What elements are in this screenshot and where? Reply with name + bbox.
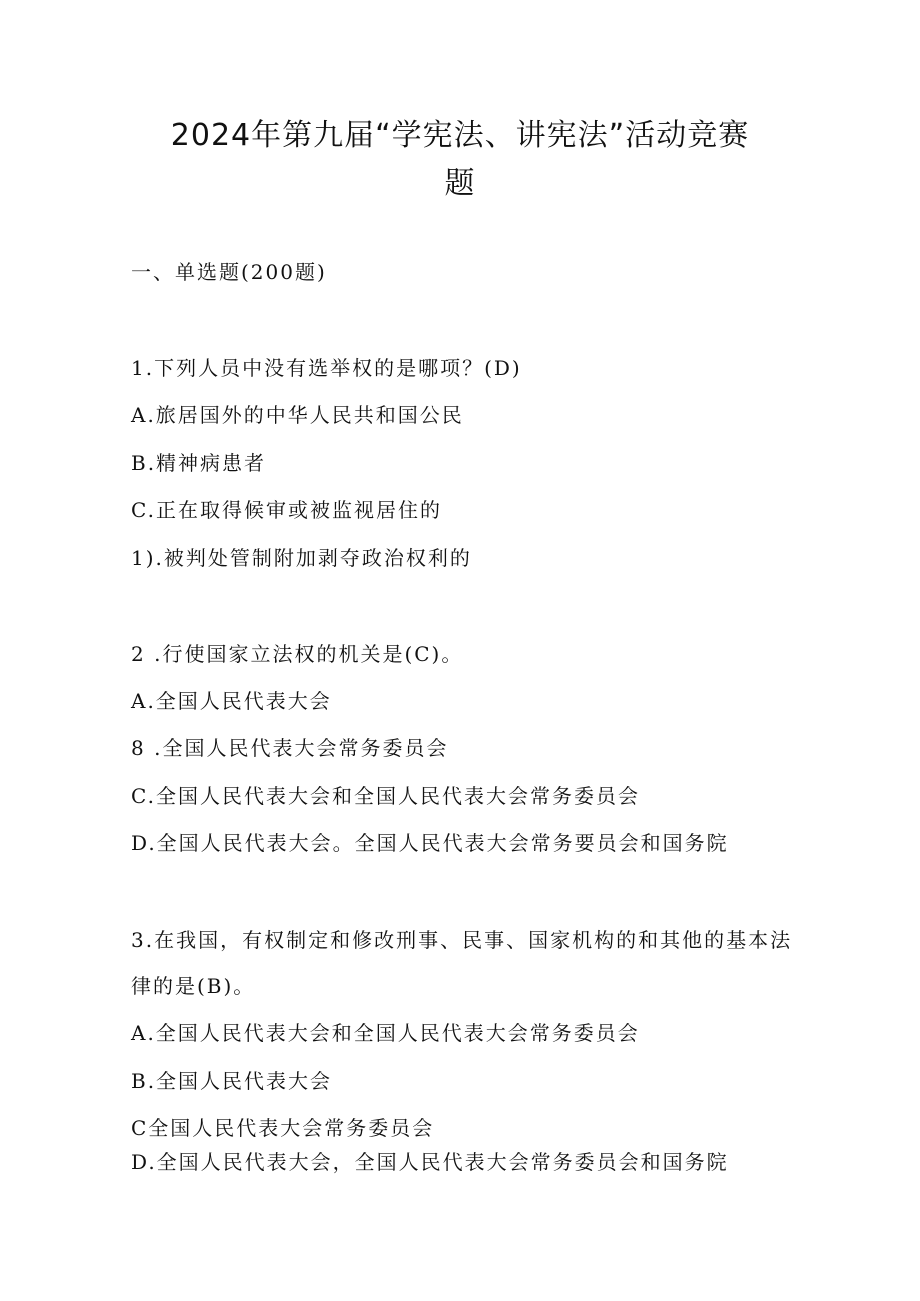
question-1-option-b: B.精神病患者: [131, 451, 267, 475]
question-1-option-c: C.正在取得候审或被监视居住的: [131, 498, 442, 522]
question-1-option-d: 1).被判处管制附加剥夺政治权利的: [131, 546, 472, 570]
question-3-option-b: B.全国人民代表大会: [131, 1069, 333, 1093]
section-heading: 一、单选题(200题): [131, 260, 327, 284]
question-2-option-c: C.全国人民代表大会和全国人民代表大会常务委员会: [131, 784, 640, 808]
question-1-stem: 1.下列人员中没有选举权的是哪项？(D): [131, 356, 522, 380]
question-2-stem: 2 .行使国家立法权的机关是(C)。: [131, 642, 464, 666]
question-3-stem-line-2: 律的是(B)。: [131, 974, 256, 998]
question-3-option-a: A.全国人民代表大会和全国人民代表大会常务委员会: [131, 1021, 640, 1045]
question-3-option-d: D.全国人民代表大会，全国人民代表大会常务委员会和国务院: [131, 1150, 729, 1174]
question-2-option-d: D.全国人民代表大会。全国人民代表大会常务要员会和国务院: [131, 831, 729, 855]
question-3-stem-line-1: 3.在我国，有权制定和修改刑事、民事、国家机构的和其他的基本法: [131, 928, 793, 952]
question-1-option-a: A.旅居国外的中华人民共和国公民: [131, 403, 464, 427]
question-2-option-a: A.全国人民代表大会: [131, 689, 332, 713]
question-2-option-b: 8 .全国人民代表大会常务委员会: [131, 736, 449, 760]
document-title-line-1: 2024年第九届“学宪法、讲宪法”活动竞赛: [170, 118, 750, 153]
question-3-option-c: C全国人民代表大会常务委员会: [131, 1116, 435, 1140]
document-title-line-2: 题: [444, 166, 476, 201]
